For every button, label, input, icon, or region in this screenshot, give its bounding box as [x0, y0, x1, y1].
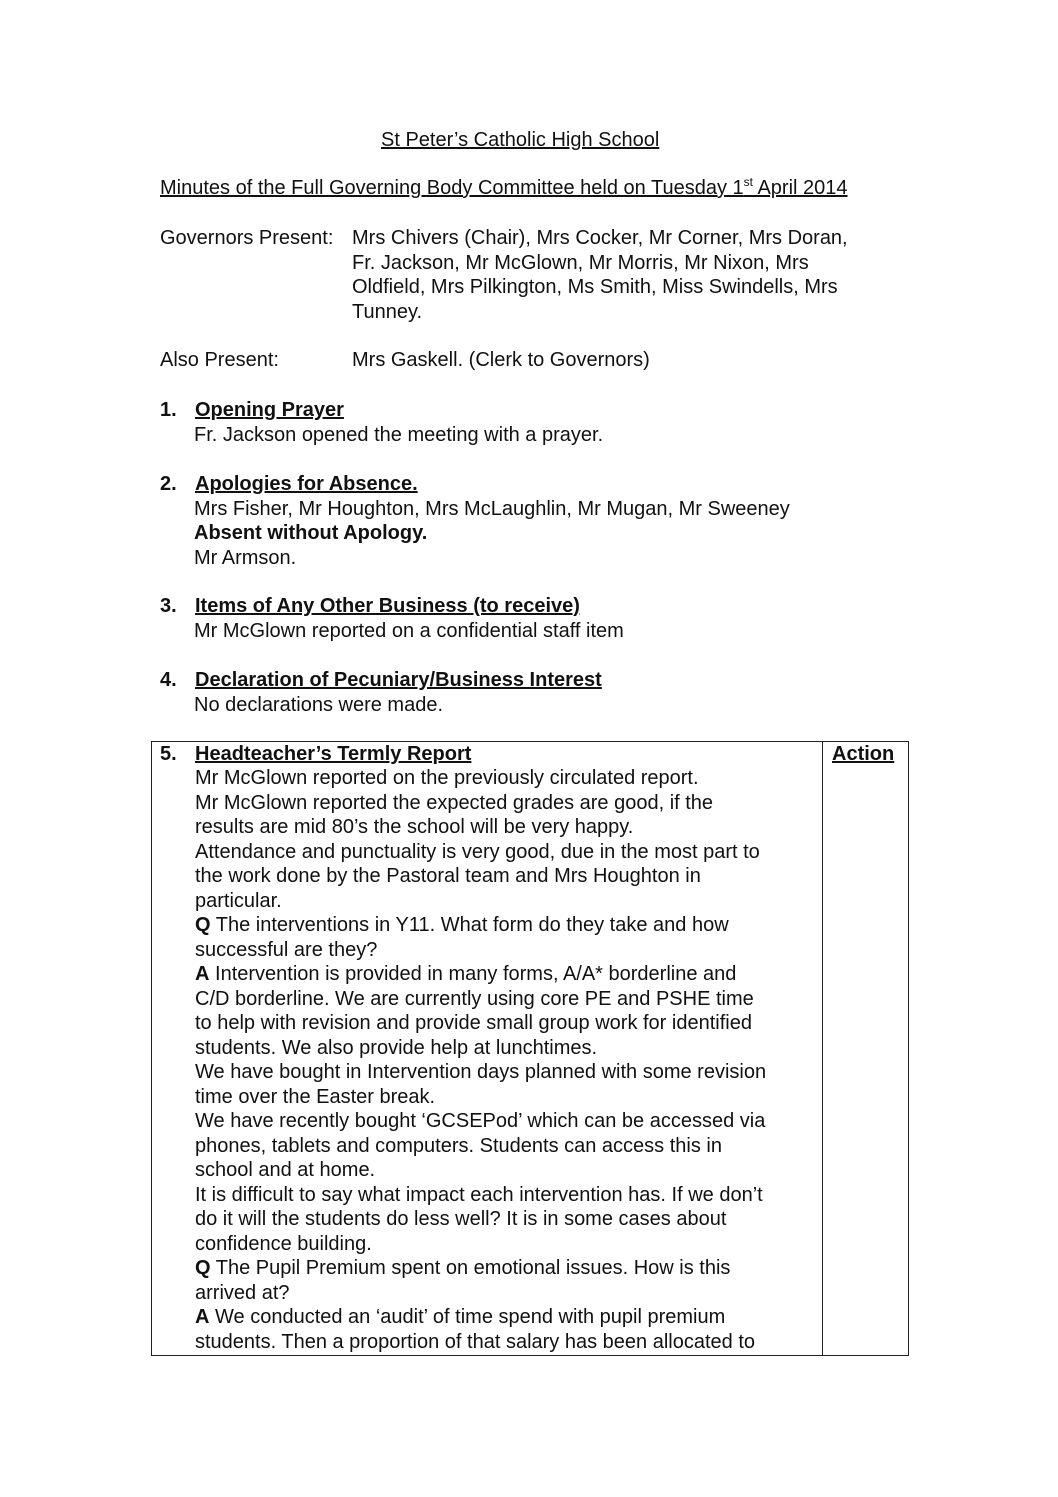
item5-line-text: students. Then a proportion of that salary has been allocated to	[195, 1330, 755, 1353]
item5-line-text: results are mid 80’s the school will be very happy.	[195, 816, 634, 838]
item5-line-text: C/D borderline. We are currently using core PE and PSHE time	[195, 987, 754, 1010]
item5-line	[195, 1330, 766, 1355]
item-text: Fr. Jackson opened the meeting with a prayer.	[194, 423, 604, 446]
item5-line	[195, 938, 766, 963]
governors-list	[352, 226, 848, 324]
governors-line: Fr. Jackson, Mr McGlown, Mr Morris, Mr Nixon, Mrs	[352, 251, 809, 274]
item5-line-text: Mr McGlown reported the expected grades are good, if the	[195, 791, 714, 814]
school-title: St Peter’s Catholic High School	[381, 129, 660, 151]
governors-line: Tunney.	[352, 300, 423, 323]
item-text: Mr McGlown reported on a confidential staff item	[194, 619, 624, 642]
item5-line	[195, 1109, 766, 1134]
qa-marker: A	[195, 963, 210, 985]
item5-line	[195, 1232, 766, 1257]
item-subheading: Absent without Apology.	[194, 522, 428, 544]
item-number: 1.	[160, 399, 177, 421]
item5-line	[195, 962, 766, 987]
item5-line	[195, 766, 766, 791]
item5-line	[195, 815, 766, 840]
item-text: Mr Armson.	[194, 546, 297, 569]
item5-line-text: to help with revision and provide small group work for identified	[195, 1012, 752, 1034]
item-number: 2.	[160, 473, 177, 495]
item5-heading: Headteacher’s Termly Report	[195, 743, 472, 765]
item5-line-text: Intervention is provided in many forms, A/A* borderline and	[209, 963, 737, 985]
item5-line	[195, 791, 766, 816]
item5-line-text: The Pupil Premium spent on emotional issues. How is this	[210, 1257, 731, 1279]
minutes-title-text: Minutes of the Full Governing Body Committee held on Tuesday 1	[160, 177, 744, 199]
item5-line-text: students. We also provide help at lunchtimes.	[195, 1036, 598, 1059]
item5-line-text: It is difficult to say what impact each intervention has. If we don’t	[195, 1183, 763, 1206]
item5-line	[195, 1256, 766, 1281]
governors-line: Mrs Chivers (Chair), Mrs Cocker, Mr Corner, Mrs Doran,	[352, 227, 848, 249]
minutes-title-sup: st	[743, 175, 753, 189]
governors-line: Oldfield, Mrs Pilkington, Ms Smith, Miss Swindells, Mrs	[352, 276, 838, 298]
item-heading: Declaration of Pecuniary/Business Interest	[195, 669, 602, 691]
item5-body	[195, 766, 766, 1354]
item5-line-text: do it will the students do less well? It is in some cases about	[195, 1208, 727, 1230]
item-text: No declarations were made.	[194, 693, 444, 716]
item5-line-text: the work done by the Pastoral team and Mrs Houghton in	[195, 865, 701, 887]
item5-number: 5.	[160, 743, 177, 765]
item5-line	[195, 1207, 766, 1232]
item5-line	[195, 1305, 766, 1330]
action-column-header: Action	[832, 743, 895, 765]
also-present-label: Also Present:	[160, 349, 279, 371]
item5-line	[195, 889, 766, 914]
item-heading: Apologies for Absence.	[195, 473, 418, 495]
item-text: Mrs Fisher, Mr Houghton, Mrs McLaughlin, Mr Mugan, Mr Sweeney	[194, 497, 790, 520]
item5-line	[195, 1036, 766, 1061]
item-heading: Opening Prayer	[195, 399, 344, 421]
minutes-title-suffix: April 2014	[753, 177, 848, 199]
table-column-divider	[822, 742, 823, 1355]
item5-line-text: particular.	[195, 889, 282, 912]
item5-line-text: time over the Easter break.	[195, 1085, 436, 1108]
item5-line	[195, 840, 766, 865]
item5-line	[195, 1281, 766, 1306]
qa-marker: Q	[195, 1257, 211, 1279]
item5-line	[195, 913, 766, 938]
item5-line	[195, 1085, 766, 1110]
item5-line-text: We have recently bought ‘GCSEPod’ which can be accessed via	[195, 1110, 766, 1132]
minutes-title	[160, 176, 848, 201]
item5-line	[195, 987, 766, 1012]
item5-line-text: The interventions in Y11. What form do they take and how	[210, 914, 729, 936]
item5-line-text: arrived at?	[195, 1281, 290, 1304]
item5-line	[195, 1060, 766, 1085]
item5-line-text: Mr McGlown reported on the previously circulated report.	[195, 767, 699, 789]
qa-marker: A	[195, 1306, 210, 1328]
qa-marker: Q	[195, 914, 211, 936]
item-number: 3.	[160, 595, 177, 617]
item5-line	[195, 864, 766, 889]
item5-line-text: We conducted an ‘audit’ of time spend with pupil premium	[209, 1306, 726, 1328]
governors-label: Governors Present:	[160, 227, 334, 249]
item-heading: Items of Any Other Business (to receive)	[195, 595, 580, 617]
also-present-value: Mrs Gaskell. (Clerk to Governors)	[352, 349, 650, 371]
item5-line	[195, 1134, 766, 1159]
item5-line-text: school and at home.	[195, 1159, 376, 1181]
item5-line-text: Attendance and punctuality is very good, due in the most part to	[195, 840, 760, 863]
item5-line-text: successful are they?	[195, 938, 378, 961]
item5-line-text: phones, tablets and computers. Students can access this in	[195, 1134, 722, 1157]
item5-line	[195, 1158, 766, 1183]
item5-line-text: We have bought in Intervention days planned with some revision	[195, 1061, 767, 1083]
item5-line	[195, 1011, 766, 1036]
item-number: 4.	[160, 669, 177, 691]
item5-line	[195, 1183, 766, 1208]
item5-line-text: confidence building.	[195, 1232, 372, 1255]
